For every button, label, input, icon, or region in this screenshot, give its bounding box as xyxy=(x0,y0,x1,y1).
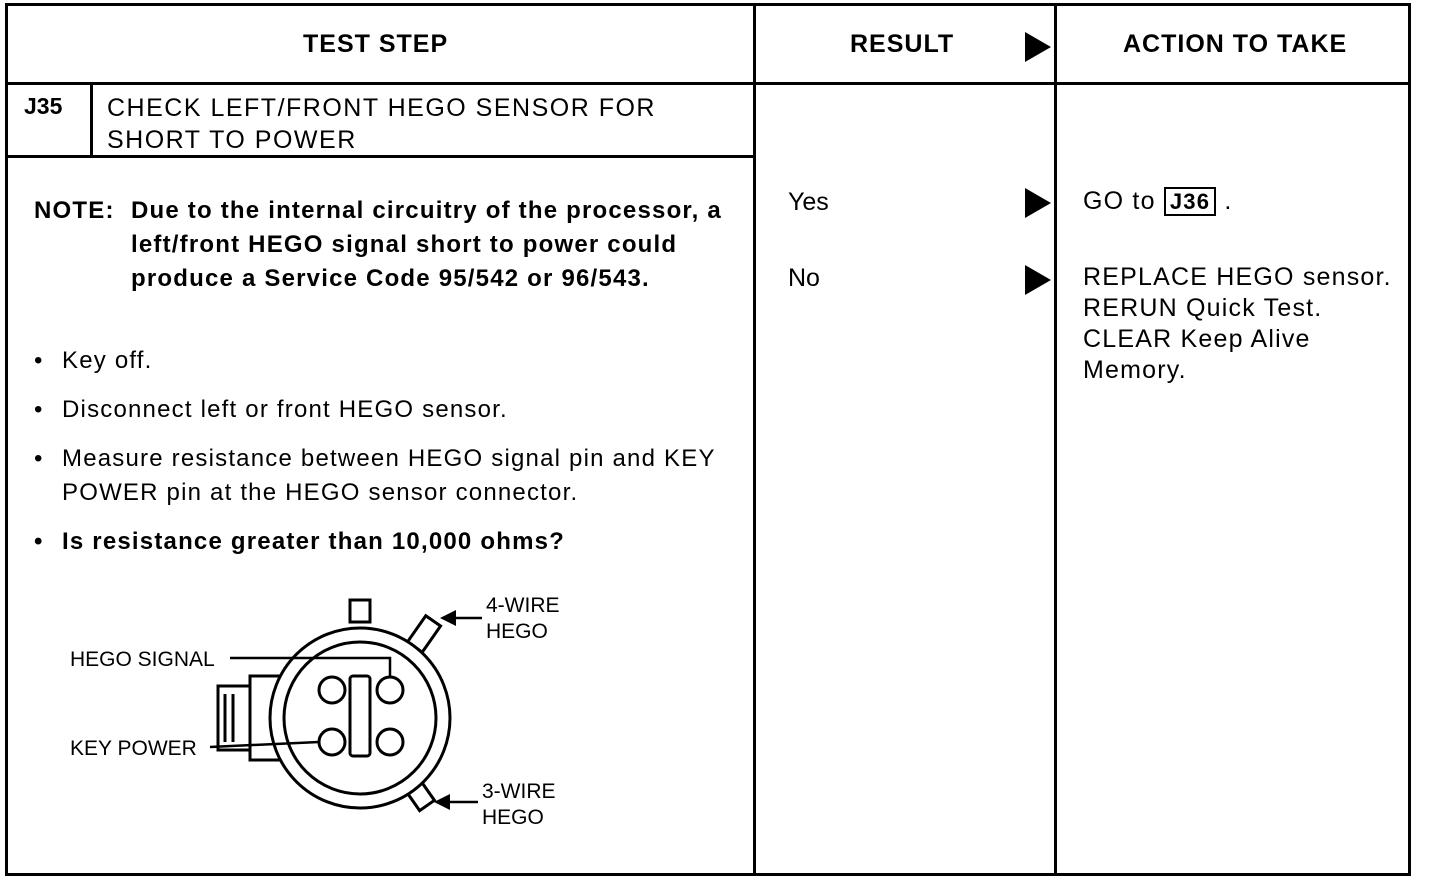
pin-upper-left xyxy=(319,677,345,703)
header-action: ACTION TO TAKE xyxy=(1123,30,1348,58)
bullet-text: Key off. xyxy=(62,347,153,374)
action-no: REPLACE HEGO sensor. RERUN Quick Test. CLEAR Keep Alive Memory. xyxy=(1083,263,1392,384)
label-three-wire-line1: 3-WIRE xyxy=(482,780,556,803)
result-yes: Yes xyxy=(788,188,829,216)
bullet-text: Measure resistance between HEGO signal pin and KEY POWER pin at the HEGO sensor connector. xyxy=(62,445,716,506)
bullet-text: Is resistance greater than 10,000 ohms? xyxy=(62,528,566,555)
header-arrow-icon xyxy=(1025,32,1051,62)
header-test-step: TEST STEP xyxy=(303,30,449,58)
label-key-power: KEY POWER xyxy=(70,737,197,760)
action-yes-prefix: GO to xyxy=(1083,187,1156,215)
bullet-icon: • xyxy=(34,396,44,423)
header-result: RESULT xyxy=(850,30,955,58)
bullet-icon: • xyxy=(34,347,44,374)
note-label: NOTE: xyxy=(34,197,115,224)
label-four-wire-line2: HEGO xyxy=(486,620,548,643)
pin-lower-right xyxy=(377,729,403,755)
step-ref-j36: J36 xyxy=(1164,187,1216,216)
result-no-arrow-icon xyxy=(1025,265,1051,295)
pin-lower-left xyxy=(319,729,345,755)
hego-connector-diagram xyxy=(60,590,600,840)
note-text: Due to the internal circuitry of the processor, a left/front HEGO signal short to power could produce a Service Code 95/542 or 96/543. xyxy=(131,197,722,292)
bullet-text: Disconnect left or front HEGO sensor. xyxy=(62,396,508,423)
result-yes-arrow-icon xyxy=(1025,188,1051,218)
action-yes-suffix: . xyxy=(1224,187,1233,215)
connector-top-tab xyxy=(350,600,370,622)
label-four-wire-line1: 4-WIRE xyxy=(486,594,560,617)
bullet-icon: • xyxy=(34,528,44,555)
column-divider-2 xyxy=(1054,3,1057,876)
three-wire-arrowhead xyxy=(434,794,450,810)
pin-upper-right xyxy=(377,677,403,703)
connector-center-bar xyxy=(350,676,370,756)
header-divider xyxy=(5,82,1411,85)
label-hego-signal: HEGO SIGNAL xyxy=(70,648,215,671)
step-title: CHECK LEFT/FRONT HEGO SENSOR FOR SHORT TO POWER xyxy=(107,94,656,154)
action-yes xyxy=(1083,186,1403,217)
bullet-icon: • xyxy=(34,445,44,472)
four-wire-arrowhead xyxy=(440,610,456,626)
column-divider-1 xyxy=(753,3,756,876)
step-code: J35 xyxy=(24,93,63,119)
result-no: No xyxy=(788,264,820,292)
step-code-divider xyxy=(90,82,93,158)
label-three-wire-line2: HEGO xyxy=(482,806,544,829)
